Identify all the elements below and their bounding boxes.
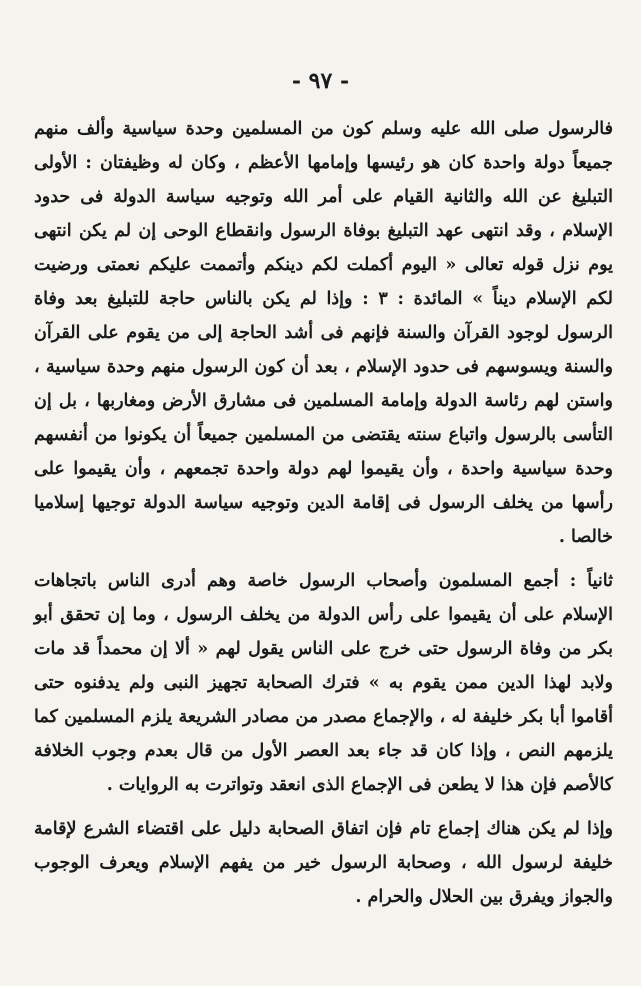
page-number: - ٩٧ - (291, 68, 350, 94)
paragraph-1 (34, 112, 613, 554)
document-body (34, 112, 613, 924)
paragraph-text: فالرسول صلى الله عليه وسلم كون من المسلمين وحدة سياسية وألف منهم جميعاً دولة واحدة كان هو رئيسها وإمامها الأعظم ، وكان له وظيفتان : الأولى التبليغ عن الله والثانية القيام على أمر الله وتوجيه سياسة الدولة فى حدود الإسلام ، وقد انتهى عهد التبليغ بوفاة الرسول وانقطاع الوحى إن لم يكن انتهى يوم نزل قوله تعالى « اليوم أكملت لكم دينكم وأتممت عليكم نعمتى ورضيت لكم الإسلام ديناً » المائدة : ٣ : وإذا لم يكن بالناس حاجة للتبليغ بعد وفاة الرسول لوجود القرآن والسنة فإنهم فى أشد الحاجة إلى من يقوم على القرآن والسنة ويسوسهم فى حدود الإسلام ، بعد أن كون الرسول منهم وحدة سياسية ، واستن لهم رئاسة الدولة وإمامة المسلمين فى مشارق الأرض ومغاربها ، بل إن التأسى بالرسول واتباع سنته يقتضى من المسلمين جميعاً أن يكونوا من أنفسهم وحدة سياسية واحدة ، وأن يقيموا لهم دولة واحدة تجمعهم ، وأن يقيموا على رأسها من يخلف الرسول فى إقامة الدين وتوجيه سياسة الدولة توجيها إسلاميا خالصا . (34, 119, 613, 547)
paragraph-text: وإذا لم يكن هناك إجماع تام فإن اتفاق الصحابة دليل على اقتضاء الشرع لإقامة خليفة لرسول الله ، وصحابة الرسول خير من يفهم الإسلام ويعرف الوجوب والجواز ويفرق بين الحلال والحرام . (34, 819, 613, 907)
paragraph-text: ثانياً : أجمع المسلمون وأصحاب الرسول خاصة وهم أدرى الناس باتجاهات الإسلام على أن يقيموا على رأس الدولة من يخلف الرسول ، وما إن تحقق أبو بكر من وفاة الرسول حتى خرج على الناس يقول لهم « ألا إن محمداً قد مات ولابد لهذا الدين ممن يقوم به » فترك الصحابة تجهيز النبى ولم يدفنوه حتى أقاموا أبا بكر خليفة له ، والإجماع مصدر من مصادر الشريعة يلزم المسلمين كما يلزمهم النص ، وإذا كان قد جاء بعد العصر الأول من قال بعدم وجوب الخلافة كالأصم فإن هذا لا يطعن فى الإجماع الذى انعقد وتواترت به الروايات . (34, 571, 613, 795)
paragraph-3 (34, 812, 613, 914)
paragraph-2 (34, 564, 613, 802)
